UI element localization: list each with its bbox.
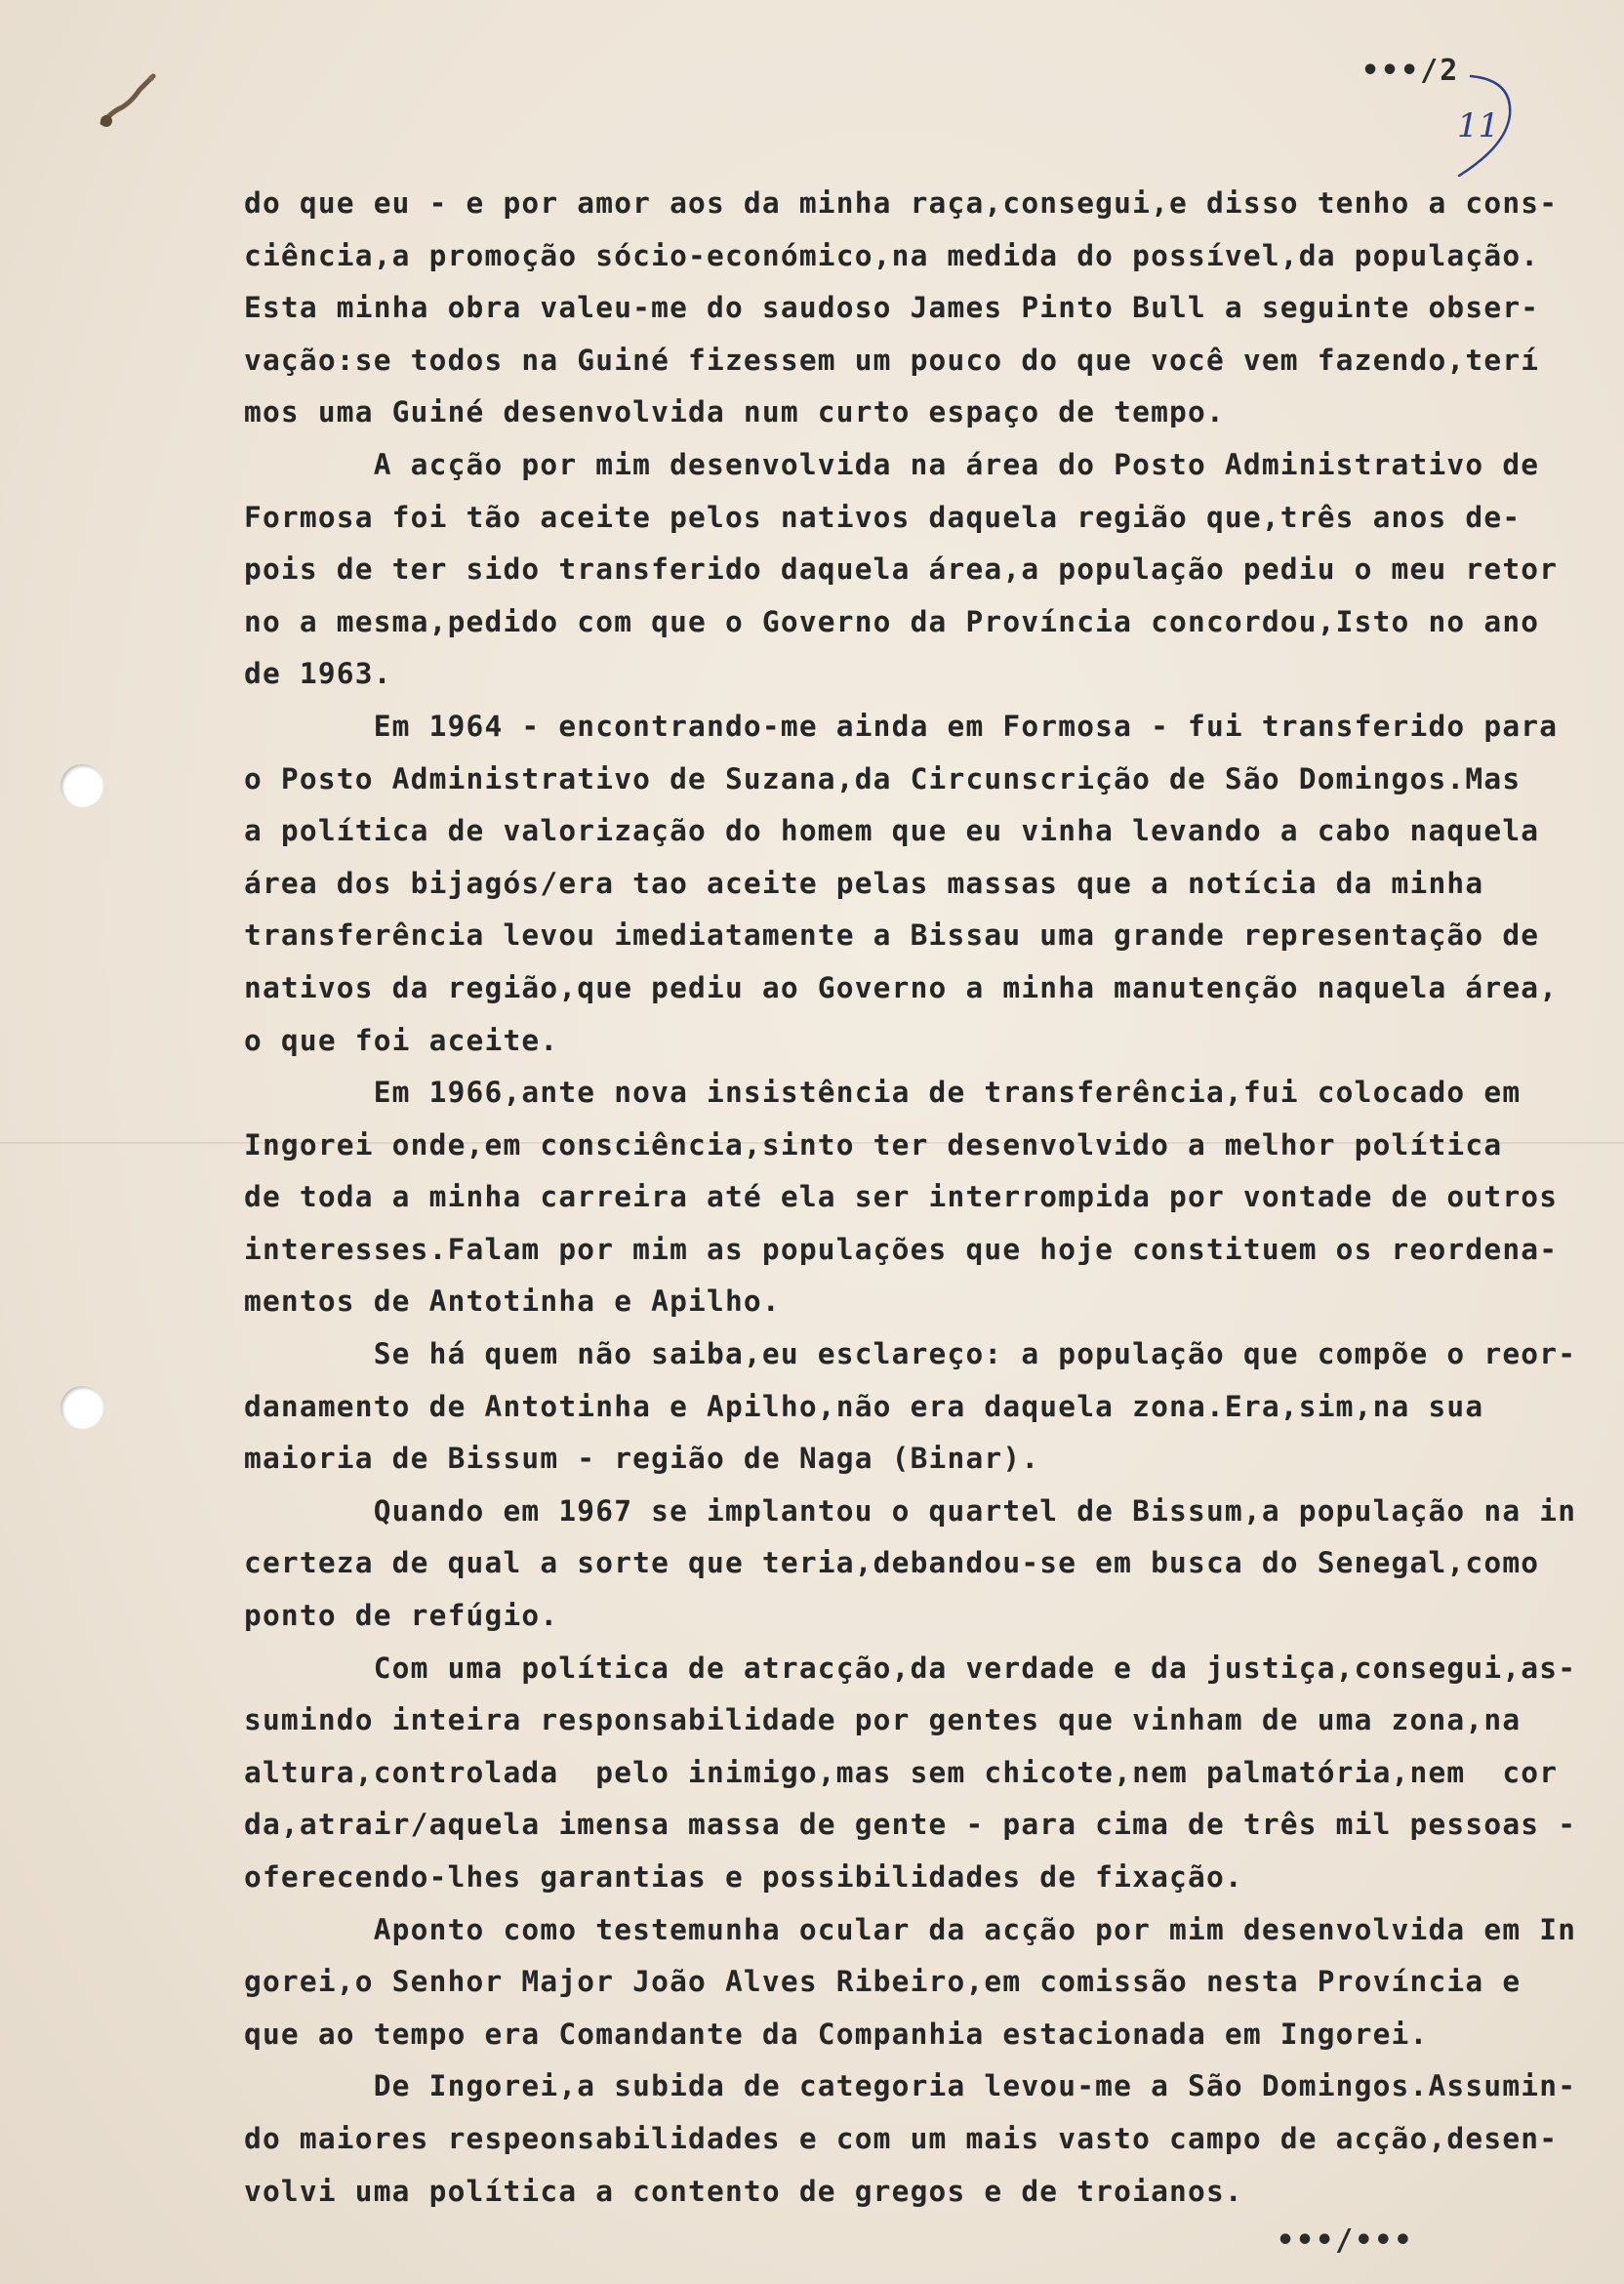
text-line: nativos da região,que pediu ao Governo a minha manutenção naquela área, xyxy=(244,970,1559,1004)
text-line: a política de valorização do homem que eu vinha levando a cabo naquela xyxy=(244,814,1540,848)
text-line: danamento de Antotinha e Apilho,não era daquela zona.Era,sim,na sua xyxy=(244,1389,1484,1423)
text-line: ponto de refúgio. xyxy=(244,1599,559,1633)
text-line: volvi uma política a contento de gregos e de troianos. xyxy=(244,2174,1243,2208)
text-line: maioria de Bissum - região de Naga (Binar). xyxy=(244,1442,1040,1476)
text-line: Formosa foi tão aceite pelos nativos daquela região que,três anos de- xyxy=(244,500,1522,534)
text-line: do que eu - e por amor aos da minha raça,consegui,e disso tenho a cons- xyxy=(244,186,1559,220)
text-line: Se há quem não saiba,eu esclareço: a população que compõe o reor- xyxy=(244,1337,1577,1371)
text-line: Em 1964 - encontrando-me ainda em Formosa - fui transferido para xyxy=(244,709,1559,743)
text-line: Com uma política de atracção,da verdade e da justiça,consegui,as- xyxy=(244,1651,1577,1685)
text-line: gorei,o Senhor Major João Alves Ribeiro,em comissão nesta Província e xyxy=(244,1965,1522,1999)
punch-hole-top xyxy=(61,764,103,807)
punch-hole-bottom xyxy=(61,1386,103,1429)
text-line: interesses.Falam por mim as populações que hoje constituem os reordena- xyxy=(244,1232,1559,1266)
letter-body xyxy=(244,178,1610,2218)
text-line: o que foi aceite. xyxy=(244,1023,559,1057)
text-line: de toda a minha carreira até ela ser interrompida por vontade de outros xyxy=(244,1180,1559,1214)
text-line: Esta minha obra valeu-me do saudoso James Pinto Bull a seguinte obser- xyxy=(244,291,1540,325)
text-line: mentos de Antotinha e Apilho. xyxy=(244,1285,781,1319)
text-line: Em 1966,ante nova insistência de transferência,fui colocado em xyxy=(244,1076,1522,1110)
continuation-mark-footer: •••/••• xyxy=(1277,2223,1414,2258)
text-line: Aponto como testemunha ocular da acção por mim desenvolvida em In xyxy=(244,1912,1577,1946)
folio-number-text: 11 xyxy=(1457,106,1500,145)
text-line: Ingorei onde,em consciência,sinto ter desenvolvido a melhor política xyxy=(244,1127,1503,1162)
text-line: altura,controlada pelo inimigo,mas sem chicote,nem palmatória,nem cor xyxy=(244,1755,1559,1789)
text-line: A acção por mim desenvolvida na área do Posto Administrativo de xyxy=(244,447,1540,481)
text-line: vação:se todos na Guiné fizessem um pouco do que você vem fazendo,terí xyxy=(244,343,1540,377)
handwritten-folio-number xyxy=(1420,68,1527,185)
text-line: Quando em 1967 se implantou o quartel de Bissum,a população na in xyxy=(244,1493,1577,1528)
text-line: no a mesma,pedido com que o Governo da Província concordou,Isto no ano xyxy=(244,604,1540,638)
text-line: oferecendo-lhes garantias e possibilidades de fixação. xyxy=(244,1860,1243,1894)
text-line: ciência,a promoção sócio-económico,na medida do possível,da população. xyxy=(244,238,1540,272)
text-line: o Posto Administrativo de Suzana,da Circunscrição de São Domingos.Mas xyxy=(244,761,1522,795)
text-line: de 1963. xyxy=(244,657,392,691)
page-number-header: •••/2 xyxy=(1361,54,1460,88)
text-line: transferência levou imediatamente a Bissau uma grande representação de xyxy=(244,918,1540,953)
text-line: do maiores respeonsabilidades e com um mais vasto campo de acção,desen- xyxy=(244,2121,1559,2155)
text-line: certeza de qual a sorte que teria,debandou-se em busca do Senegal,como xyxy=(244,1546,1540,1580)
text-line: pois de ter sido transferido daquela área,a população pediu o meu retor xyxy=(244,552,1559,587)
text-line: da,atrair/aquela imensa massa de gente - para cima de três mil pessoas - xyxy=(244,1808,1577,1842)
text-line: De Ingorei,a subida de categoria levou-me a São Domingos.Assumin- xyxy=(244,2069,1577,2103)
text-line: sumindo inteira responsabilidade por gentes que vinham de uma zona,na xyxy=(244,1703,1522,1737)
text-line: área dos bijagós/era tao aceite pelas massas que a notícia da minha xyxy=(244,866,1484,900)
text-line: que ao tempo era Comandante da Companhia estacionada em Ingorei. xyxy=(244,2017,1429,2051)
ink-stain-mark xyxy=(93,64,171,133)
text-line: mos uma Guiné desenvolvida num curto espaço de tempo. xyxy=(244,395,1225,429)
